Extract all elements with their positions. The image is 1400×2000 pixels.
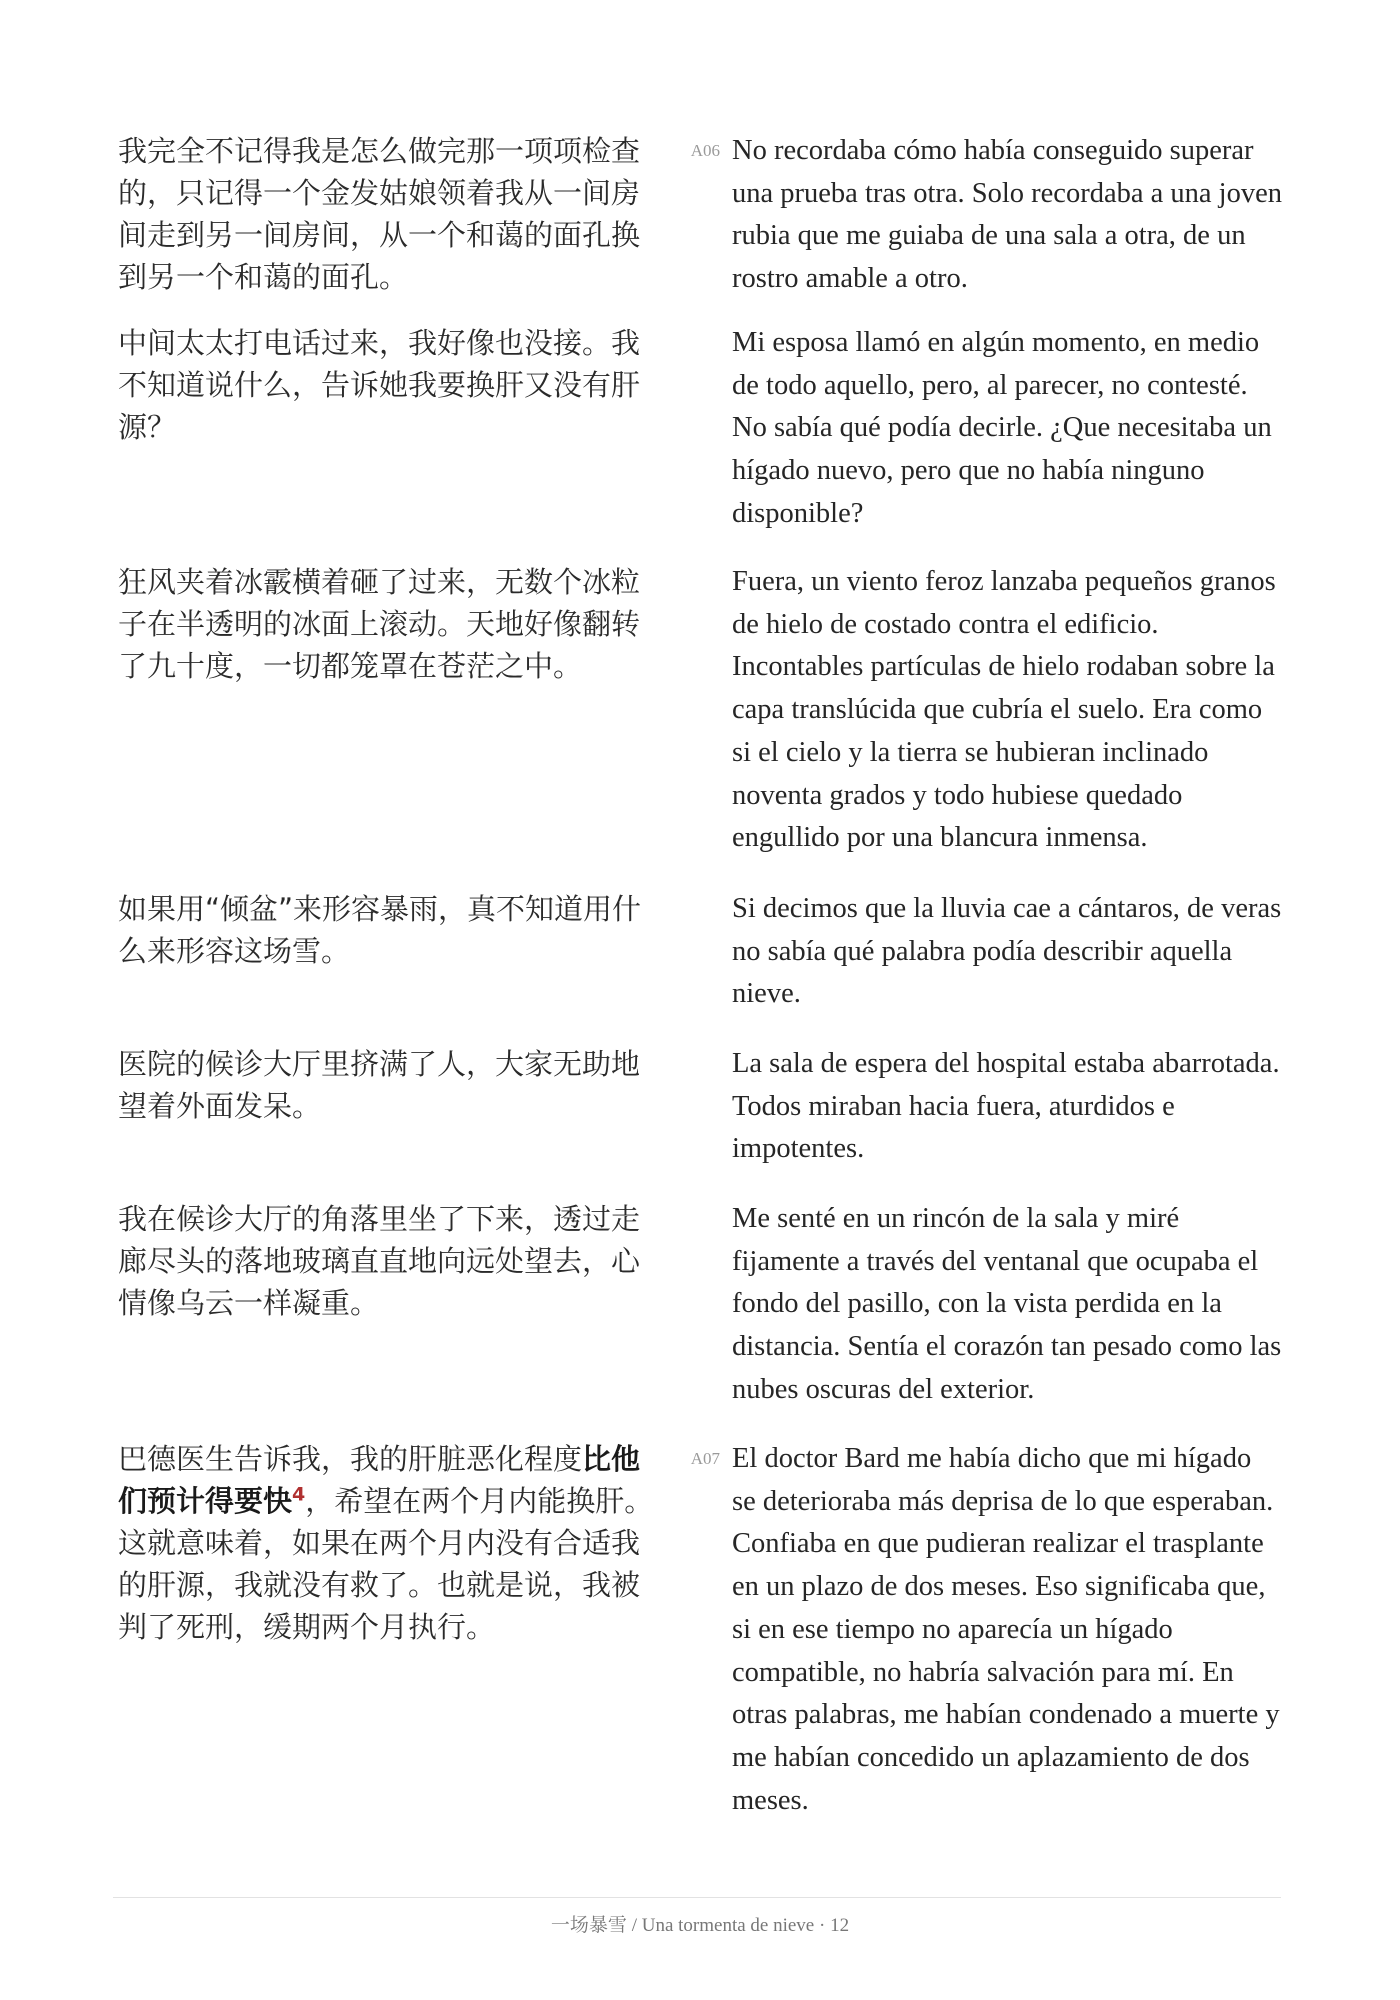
paragraph-chinese: 我完全不记得我是怎么做完那一项项检查的，只记得一个金发姑娘领着我从一间房间走到另一间房间，从一个和蔼的面孔换到另一个和蔼的面孔。	[118, 134, 641, 294]
paragraph-chinese: 如果用“倾盆”来形容暴雨，真不知道用什么来形容这场雪。	[118, 892, 642, 968]
paragraph-spanish: Si decimos que la lluvia cae a cántaros, de veras no sabía qué palabra podía describir aquella nieve.	[732, 893, 1282, 1010]
paragraph-chinese	[118, 1438, 658, 1648]
paragraph-marker: A06	[690, 141, 720, 160]
footer-title-es: Una tormenta de nieve	[641, 1915, 815, 1936]
page-number: 12	[830, 1915, 850, 1936]
paragraph-row	[118, 561, 1282, 888]
paragraph-marker: A07	[690, 1449, 720, 1468]
paragraph-row	[118, 1198, 1282, 1438]
paragraph-chinese: 我在候诊大厅的角落里坐了下来，透过走廊尽头的落地玻璃直直地向远处望去，心情像乌云一样凝重。	[118, 1202, 641, 1320]
footer-separator: /	[626, 1915, 642, 1936]
paragraph-chinese: 中间太太打电话过来，我好像也没接。我不知道说什么，告诉她我要换肝又没有肝源？	[118, 326, 641, 444]
footer-divider	[113, 1897, 1281, 1898]
paragraph-spanish: Fuera, un viento feroz lanzaba pequeños granos de hielo de costado contra el edificio. Incontables partículas de hielo rodaban sobre la capa translúcida que cubría el suelo. Era como si el cielo y la tierra se hubieran inclinado noventa grados y todo hubiese quedado engullido por una blancura inmensa.	[732, 566, 1276, 854]
paragraph-chinese: 狂风夹着冰霰横着砸了过来，无数个冰粒子在半透明的冰面上滚动。天地好像翻转了九十度，一切都笼罩在苍茫之中。	[118, 565, 641, 683]
paragraph-row	[118, 1438, 1282, 1822]
emphasis-text: 比他们预计得要快	[118, 1442, 641, 1518]
page-footer	[0, 1910, 1400, 1937]
footer-dot: ·	[814, 1915, 831, 1936]
footer-title-zh: 一场暴雪	[550, 1915, 627, 1936]
paragraph-row	[118, 888, 1282, 1043]
footnote-reference[interactable]: 4	[292, 1483, 306, 1506]
paragraph-spanish: Mi esposa llamó en algún momento, en medio de todo aquello, pero, al parecer, no contesté. No sabía qué podía decirle. ¿Que necesitaba un hígado nuevo, pero que no había ninguno disponible?	[732, 327, 1272, 529]
paragraph-spanish: La sala de espera del hospital estaba abarrotada. Todos miraban hacia fuera, aturdidos e impotentes.	[732, 1048, 1280, 1165]
bilingual-text	[118, 130, 1282, 1822]
paragraph-chinese: 医院的候诊大厅里挤满了人，大家无助地望着外面发呆。	[118, 1047, 641, 1123]
paragraph-row	[118, 130, 1282, 322]
paragraph-row	[118, 322, 1282, 561]
paragraph-row	[118, 1043, 1282, 1198]
paragraph-chinese-after: ，希望在两个月内能换肝。这就意味着，如果在两个月内没有合适我的肝源，我就没有救了。也就是说，我被判了死刑，缓期两个月执行。	[118, 1484, 654, 1644]
paragraph-spanish: El doctor Bard me había dicho que mi hígado se deterioraba más deprisa de lo que esperaban. Confiaba en que pudieran realizar el trasplante en un plazo de dos meses. Eso significaba que, si en ese tiempo no aparecía un hígado compatible, no habría salvación para mí. En otras palabras, me habían condenado a muerte y me habían concedido un aplazamiento de dos meses.	[732, 1443, 1280, 1816]
paragraph-spanish: No recordaba cómo había conseguido superar una prueba tras otra. Solo recordaba a una joven rubia que me guiaba de una sala a otra, de un rostro amable a otro.	[732, 135, 1282, 295]
paragraph-chinese-before: 巴德医生告诉我，我的肝脏恶化程度	[118, 1442, 583, 1476]
paragraph-spanish: Me senté en un rincón de la sala y miré fijamente a través del ventanal que ocupaba el fondo del pasillo, con la vista perdida en la distancia. Sentía el corazón tan pesado como las nubes oscuras del exterior.	[732, 1203, 1282, 1405]
